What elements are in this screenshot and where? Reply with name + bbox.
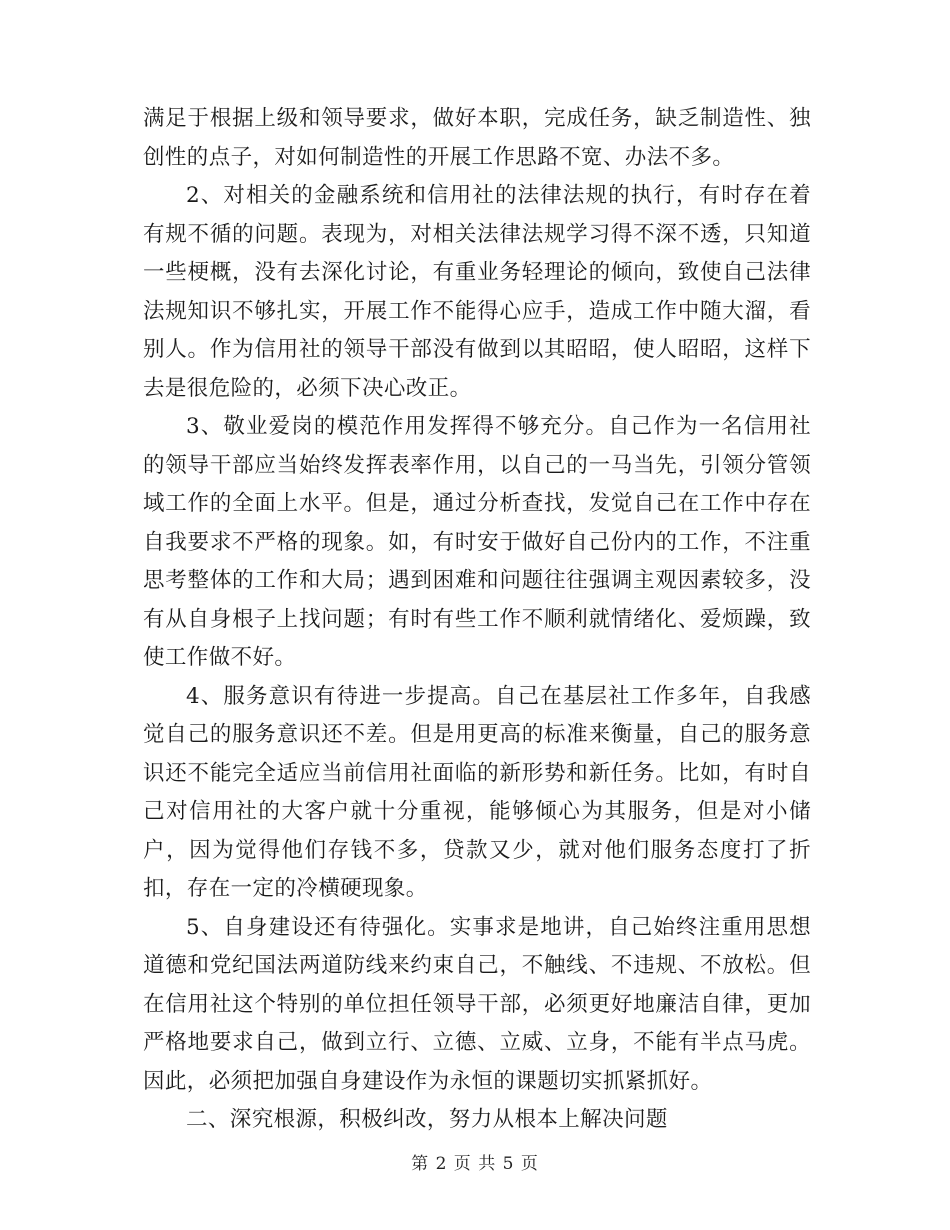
paragraph-item-3: 3、敬业爱岗的模范作用发挥得不够充分。自己作为一名信用社的领导干部应当始终发挥表率作用，以自己的一马当先，引领分管领域工作的全面上水平。但是，通过分析查找，发觉自己在工作中存在自我要求不严格的现象。如，有时安于做好自己份内的工作，不注重思考整体的工作和大局；遇到困难和问题往往强调主观因素较多，没有从自身根子上找问题；有时有些工作不顺利就情绪化、爱烦躁，致使工作做不好。 [143,414,811,670]
document-body [143,100,811,1140]
paragraph-item-5: 5、自身建设还有待强化。实事求是地讲，自己始终注重用思想道德和党纪国法两道防线来约束自己，不触线、不违规、不放松。但在信用社这个特别的单位担任领导干部，必须更好地廉洁自律，更加严格地要求自己，做到立行、立德、立威、立身，不能有半点马虎。因此，必须把加强自身建设作为永恒的课题切实抓紧抓好。 [143,914,811,1094]
section-heading: 二、深究根源，积极纠改，努力从根本上解决问题 [186,1107,668,1132]
page-number-footer: 第 2 页 共 5 页 [411,1154,539,1174]
paragraph-item-4: 4、服务意识有待进一步提高。自己在基层社工作多年，自我感觉自己的服务意识还不差。但是用更高的标准来衡量，自己的服务意识还不能完全适应当前信用社面临的新形势和新任务。比如，有时自己对信用社的大客户就十分重视，能够倾心为其服务，但是对小储户，因为觉得他们存钱不多，贷款又少，就对他们服务态度打了折扣，存在一定的冷横硬现象。 [143,683,811,901]
paragraph-item-2: 2、对相关的金融系统和信用社的法律法规的执行，有时存在着有规不循的问题。表现为，对相关法律法规学习得不深不透，只知道一些梗概，没有去深化讨论，有重业务轻理论的倾向，致使自己法律法规知识不够扎实，开展工作不能得心应手，造成工作中随大溜，看别人。作为信用社的领导干部没有做到以其昭昭，使人昭昭，这样下去是很危险的，必须下决心改正。 [143,183,811,401]
paragraph-continuation: 满足于根据上级和领导要求，做好本职，完成任务，缺乏制造性、独创性的点子，对如何制造性的开展工作思路不宽、办法不多。 [143,106,811,170]
